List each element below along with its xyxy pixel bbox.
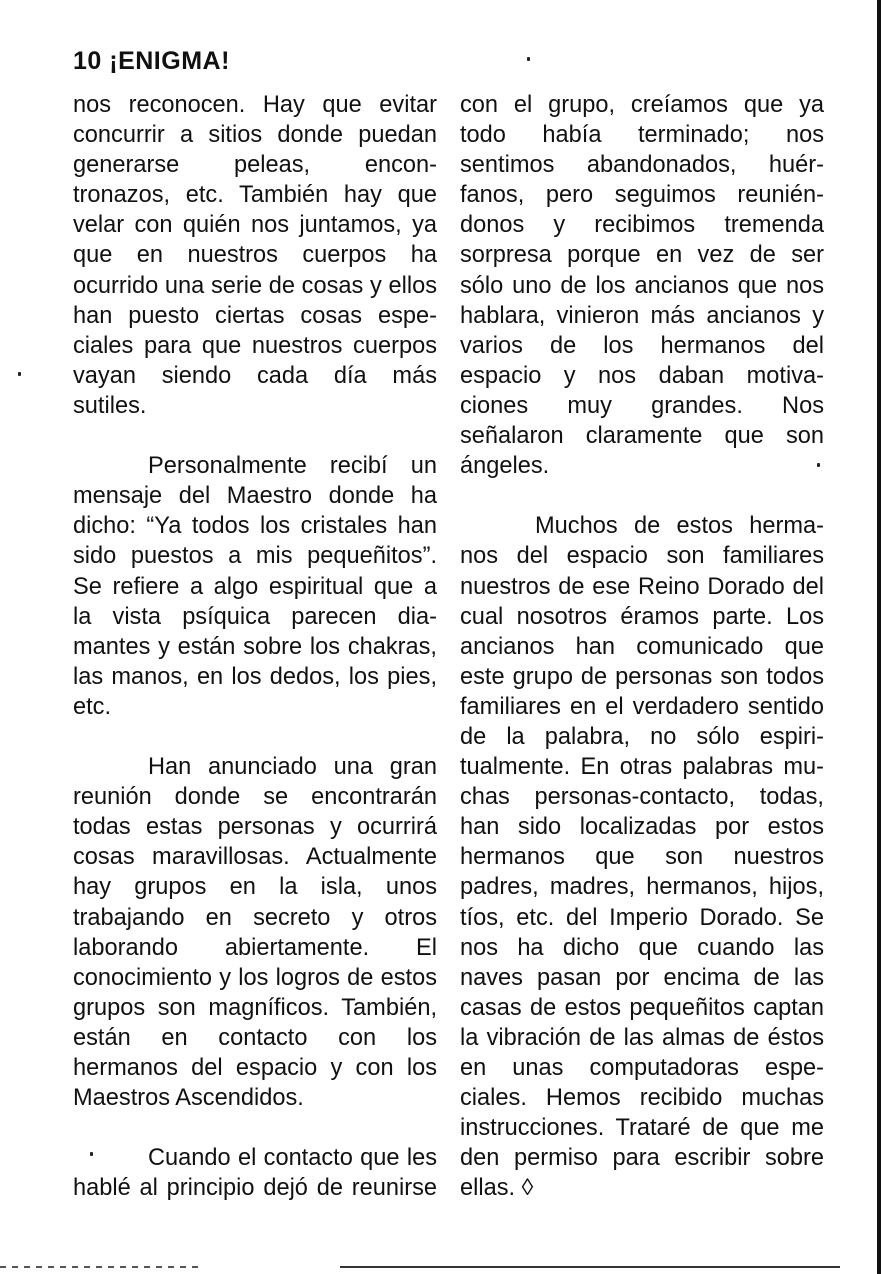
text-line: la vista psíquica parecen dia-	[73, 603, 437, 630]
text-line: sutiles.	[73, 392, 147, 419]
paragraph	[73, 90, 437, 421]
text-line: están en contacto con los	[73, 1024, 437, 1051]
paragraph-gap	[73, 722, 437, 752]
text-line: Han anunciado una gran	[148, 754, 437, 781]
paragraph	[460, 90, 824, 481]
scan-bottom-line	[340, 1266, 840, 1268]
page-header: 10 ¡ENIGMA!	[73, 47, 230, 75]
text-line: reunión donde se encontrarán	[73, 784, 437, 811]
text-line: grupos son magníficos. También,	[73, 994, 437, 1021]
text-line: tronazos, etc. También hay que	[73, 182, 437, 209]
text-line: chas personas-contacto, todas,	[460, 784, 824, 811]
text-line: ancianos han comunicado que	[460, 633, 824, 660]
text-line: trabajando en secreto y otros	[73, 904, 437, 931]
text-line: hablara, vinieron más ancianos y	[460, 302, 824, 329]
text-line: fanos, pero seguimos reunién-	[460, 182, 824, 209]
scan-speck	[18, 372, 21, 376]
text-line: ángeles.	[460, 453, 550, 480]
text-line: den permiso para escribir sobre	[460, 1145, 824, 1172]
paragraph	[73, 1143, 437, 1203]
text-line: ciales para que nuestros cuerpos	[73, 332, 437, 359]
text-line: tíos, etc. del Imperio Dorado. Se	[460, 904, 824, 931]
text-line: todo había terminado; nos	[460, 122, 824, 149]
text-line: padres, madres, hermanos, hijos,	[460, 874, 824, 901]
text-line: varios de los hermanos del	[460, 332, 824, 359]
text-line: sólo uno de los ancianos que nos	[460, 272, 824, 299]
text-line: velar con quién nos juntamos, ya	[73, 212, 437, 239]
text-line: nos reconocen. Hay que evitar	[73, 92, 437, 118]
scan-bottom-artifact	[0, 1266, 200, 1268]
text-line: hermanos del espacio y con los	[73, 1055, 437, 1081]
paragraph-gap	[460, 481, 824, 511]
text-line: sorpresa porque en vez de ser	[460, 242, 824, 269]
text-line: han puesto ciertas cosas espe-	[73, 302, 437, 329]
text-line: naves pasan por encima de las	[460, 964, 824, 991]
text-line: concurrir a sitios donde puedan	[73, 122, 437, 149]
right-column	[460, 90, 824, 1203]
text-line: dicho: “Ya todos los cristales han	[73, 513, 437, 540]
text-line: este grupo de personas son todos	[460, 663, 824, 690]
text-line: ciones muy grandes. Nos	[460, 392, 824, 419]
text-line: mantes y están sobre los chakras,	[73, 633, 437, 660]
text-line: Maestros Ascendidos.	[73, 1085, 304, 1112]
text-line: Personalmente recibí un	[148, 453, 437, 480]
scan-right-edge	[877, 0, 881, 1274]
text-line: han sido localizadas por estos	[460, 814, 824, 841]
scan-speck	[527, 57, 530, 61]
text-line: sentimos abandonados, huér-	[460, 152, 824, 179]
text-line: hermanos que son nuestros	[460, 844, 824, 871]
text-line: mensaje del Maestro donde ha	[73, 483, 437, 510]
text-line: nuestros de ese Reino Dorado del	[460, 573, 824, 600]
text-line: Muchos de estos herma-	[535, 513, 824, 540]
text-line: instrucciones. Trataré de que me	[460, 1115, 824, 1142]
paragraph-gap	[73, 1113, 437, 1143]
text-line: etc.	[73, 693, 112, 720]
text-line: ciales. Hemos recibido muchas	[460, 1085, 824, 1112]
text-line: nos ha dicho que cuando las	[460, 934, 824, 961]
text-line: Cuando el contacto que les	[148, 1145, 437, 1172]
left-column	[73, 90, 437, 1203]
paragraph	[73, 752, 437, 1113]
text-line: de la palabra, no sólo espiri-	[460, 723, 824, 750]
text-line: conocimiento y los logros de estos	[73, 964, 437, 991]
paragraph-gap	[73, 421, 437, 451]
text-line: la vibración de las almas de éstos	[460, 1024, 824, 1051]
text-line: laborando abiertamente. El	[73, 934, 437, 961]
text-line: en unas computadoras espe-	[460, 1055, 824, 1081]
text-line: vayan siendo cada día más	[73, 362, 437, 389]
text-line: donos y recibimos tremenda	[460, 212, 824, 239]
text-line: con el grupo, creíamos que ya	[460, 92, 824, 118]
text-line: cual nosotros éramos parte. Los	[460, 603, 824, 630]
text-line: nos del espacio son familiares	[460, 543, 824, 570]
text-line: que en nuestros cuerpos ha	[73, 242, 437, 269]
text-line: tualmente. En otras palabras mu-	[460, 754, 824, 781]
paragraph	[73, 451, 437, 722]
text-line: las manos, en los dedos, los pies,	[73, 663, 437, 690]
text-line: espacio y nos daban motiva-	[460, 362, 824, 389]
text-line: ellas. ◊	[460, 1175, 534, 1202]
text-line: Se refiere a algo espiritual que a	[73, 573, 437, 600]
text-line: casas de estos pequeñitos captan	[460, 994, 824, 1021]
text-line: familiares en el verdadero sentido	[460, 693, 824, 720]
text-line: todas estas personas y ocurrirá	[73, 814, 437, 841]
text-line: hablé al principio dejó de reunirse	[73, 1175, 437, 1202]
text-line: señalaron claramente que son	[460, 423, 824, 450]
text-line: generarse peleas, encon-	[73, 152, 437, 179]
text-line: ocurrido una serie de cosas y ellos	[73, 272, 437, 299]
text-line: cosas maravillosas. Actualmente	[73, 844, 437, 871]
paragraph	[460, 511, 824, 1203]
text-line: sido puestos a mis pequeñitos”.	[73, 543, 437, 570]
text-line: hay grupos en la isla, unos	[73, 874, 437, 901]
